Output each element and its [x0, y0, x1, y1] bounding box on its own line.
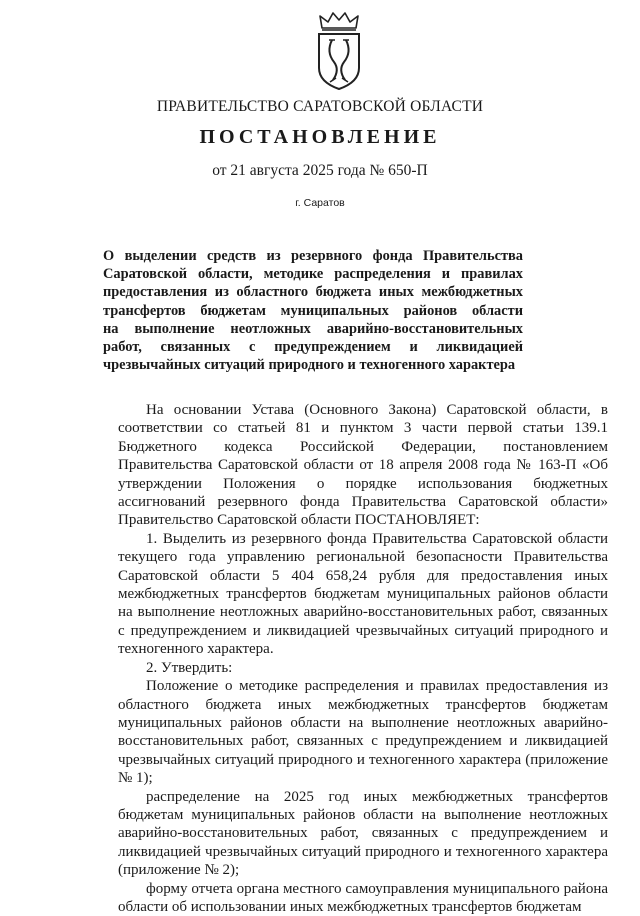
title-line: на выполнение неотложных аварийно-восстановительных — [103, 320, 523, 337]
body-paragraph: На основании Устава (Основного Закона) Саратовской области, в соответствии со статьей 81 и пунктом 3 части первой статьи 139.1 Бюджетного кодекса Российской Федерации, постановлением Правительства Саратовской области от 18 апреля 2008 года № 163-П «Об утверждении Положения о порядке использования бюджетных ассигнований резервного фонда Правительства Саратовской области» Правительство Саратовской области ПОСТАНОВЛЯЕТ: — [118, 402, 608, 529]
title-line: предоставления из областного бюджета иных межбюджетных — [103, 284, 523, 301]
title-line: трансфертов бюджетам муниципальных районов области — [103, 302, 523, 319]
title-line: чрезвычайных ситуаций природного и техногенного характера — [103, 357, 516, 374]
body-paragraph: 1. Выделить из резервного фонда Правительства Саратовской области текущего года управлению региональной безопасности Правительства Саратовской области 5 404 658,24 рубля для предоставления иных межбюджетных трансфертов бюджетам муниципальных районов области на выполнение неотложных аварийно-восстановительных работ, связанных с предупреждением и ликвидацией чрезвычайных ситуаций природного и техногенного характера. — [118, 530, 608, 658]
body-paragraph: Положение о методике распределения и правилах предоставления из областного бюджета иных межбюджетных трансфертов бюджетам муниципальных районов области на выполнение неотложных аварийно-восстановительных работ, связанных с предупреждением и ликвидацией чрезвычайных ситуаций природного и техногенного характера (приложение № 1); — [118, 678, 608, 787]
document-type: ПОСТАНОВЛЕНИЕ — [199, 126, 441, 148]
body-paragraph: распределение на 2025 год иных межбюджетных трансфертов бюджетам муниципальных районов области на выполнение неотложных аварийно-восстановительных работ, связанных с предупреждением и ликвидацией чрезвычайных ситуаций природного и техногенного характера (приложение № 2); — [118, 788, 608, 879]
coat-of-arms-icon — [314, 10, 364, 92]
document-city: г. Саратов — [295, 197, 345, 209]
title-line: Саратовской области, методике распределения и правилах — [103, 266, 523, 283]
document-body — [118, 401, 608, 916]
title-line: О выделении средств из резервного фонда Правительства — [103, 248, 523, 264]
title-line: работ, связанных с предупреждением и ликвидацией — [103, 339, 523, 356]
body-paragraph: форму отчета органа местного самоуправления муниципального района области об использовании иных межбюджетных трансфертов бюджетам — [118, 880, 608, 915]
document-date-number: от 21 августа 2025 года № 650-П — [212, 162, 428, 179]
document-title — [103, 247, 523, 374]
government-name: ПРАВИТЕЛЬСТВО САРАТОВСКОЙ ОБЛАСТИ — [156, 98, 484, 115]
body-paragraph: 2. Утвердить: — [146, 659, 233, 676]
